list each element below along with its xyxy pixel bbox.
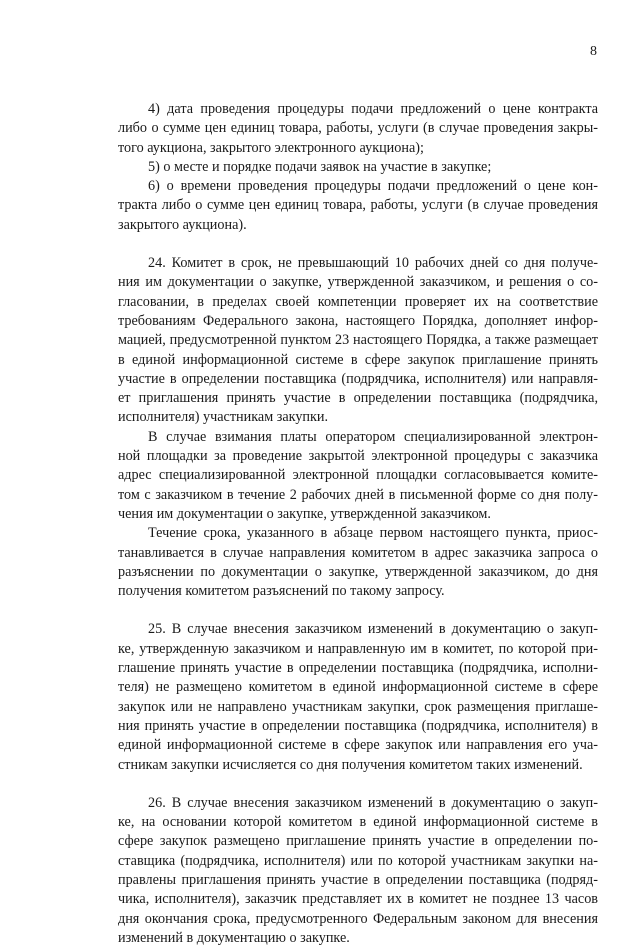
text-line: 4) дата проведения процедуры подачи предложений о цене контракта bbox=[148, 101, 598, 117]
paragraph-24-3 bbox=[118, 524, 598, 601]
text-line: сфере закупок размещено приглашение принять участие в определении по- bbox=[118, 833, 598, 850]
list-item bbox=[118, 100, 598, 158]
text-line: исполнителя) участникам закупки. bbox=[118, 409, 329, 426]
text-line: ния им документации о закупке, утвержденной заказчиком, и решения о со- bbox=[118, 274, 598, 291]
text-line: ставщика (подрядчика, исполнителя) или по которой участникам закупки на- bbox=[118, 852, 598, 869]
text-line: глашение принять участие в определении поставщика (подрядчика, исполни- bbox=[118, 660, 598, 677]
paragraph-26 bbox=[118, 794, 598, 948]
page-number: 8 bbox=[590, 44, 597, 59]
text-line: 26. В случае внесения заказчиком изменений в документацию о закуп- bbox=[148, 794, 598, 811]
text-line: 5) о месте и порядке подачи заявок на участие в закупке; bbox=[148, 158, 492, 175]
text-line: получения комитетом разъяснений по такому запросу. bbox=[118, 583, 445, 600]
paragraph-25 bbox=[118, 620, 598, 774]
text-line: разъяснении по документации о закупке, утвержденной заказчиком, до дня bbox=[118, 563, 598, 580]
text-line: танавливается в случае направления комитетом в адрес заказчика запроса о bbox=[118, 544, 598, 561]
text-line: ке, на основании которой комитетом в единой информационной системе в bbox=[118, 814, 598, 831]
text-line: либо о сумме цен единиц товара, работы, услуги (в случае проведения закры- bbox=[118, 120, 598, 137]
text-line: В случае взимания платы оператором специализированной электрон- bbox=[148, 428, 598, 445]
text-line: в единой информационной системе в сфере закупок приглашение принять bbox=[118, 351, 598, 368]
text-line: мацией, предусмотренной пунктом 23 настоящего Порядка, а также размещает bbox=[118, 332, 598, 349]
text-line: том с заказчиком в течение 2 рабочих дней в письменной форме со дня полу- bbox=[118, 486, 598, 503]
text-line: 6) о времени проведения процедуры подачи предложений о цене кон- bbox=[148, 178, 598, 195]
list-item bbox=[118, 177, 598, 235]
list-item bbox=[118, 158, 598, 177]
text-line: теля) не размещено комитетом в единой информационной системе в сфере bbox=[118, 679, 598, 696]
text-line: единой информационной системе в сфере закупок или направления его уча- bbox=[118, 737, 598, 754]
text-line: изменений в документацию о закупке. bbox=[118, 929, 350, 946]
text-line: адрес специализированной электронной площадки согласовывается комите- bbox=[118, 467, 598, 484]
text-line: участие в определении поставщика (подрядчика, исполнителя) или направля- bbox=[118, 370, 598, 387]
text-line: закупок или не направлено участникам закупки, срок размещения приглаше- bbox=[118, 698, 598, 715]
text-line: стникам закупки исчисляется со дня получения комитетом таких изменений. bbox=[118, 756, 583, 773]
text-line: 24. Комитет в срок, не превышающий 10 рабочих дней со дня получе- bbox=[148, 255, 598, 272]
text-line: гласовании, в пределах своей компетенции проверяет их на соответствие bbox=[118, 293, 598, 310]
text-line: дня окончания срока, предусмотренного Федеральным законом для внесения bbox=[118, 910, 598, 927]
text-line: чика, исполнителя), заказчик представляет их в комитет не позднее 13 часов bbox=[118, 891, 598, 908]
text-line: ной площадки за проведение закрытой электронной процедуры с заказчика bbox=[118, 448, 598, 465]
text-line: 25. В случае внесения заказчиком изменений в документацию о закуп- bbox=[148, 621, 598, 638]
text-line: ке, утвержденную заказчиком и направленную им в комитет, по которой при- bbox=[118, 640, 598, 657]
text-line: того аукциона, закрытого электронного аукциона); bbox=[118, 139, 424, 156]
text-line: тракта либо о сумме цен единиц товара, работы, услуги (в случае проведения bbox=[118, 197, 598, 214]
text-line: закрытого аукциона). bbox=[118, 216, 247, 233]
text-line: правлены приглашения принять участие в определении поставщика (подряд- bbox=[118, 871, 598, 888]
text-line: Течение срока, указанного в абзаце первом настоящего пункта, приос- bbox=[148, 525, 598, 542]
document-body bbox=[118, 100, 598, 948]
paragraph-24-2 bbox=[118, 428, 598, 524]
text-line: ния принять участие в определении поставщика (подрядчика, исполнителя) в bbox=[118, 717, 598, 734]
text-line: требованиям Федерального закона, настоящего Порядка, дополняет инфор- bbox=[118, 312, 598, 329]
text-line: ет приглашения принять участие в определении поставщика (подрядчика, bbox=[118, 390, 598, 407]
text-line: чения им документации о закупке, утвержденной заказчиком. bbox=[118, 505, 491, 522]
paragraph-24 bbox=[118, 254, 598, 428]
